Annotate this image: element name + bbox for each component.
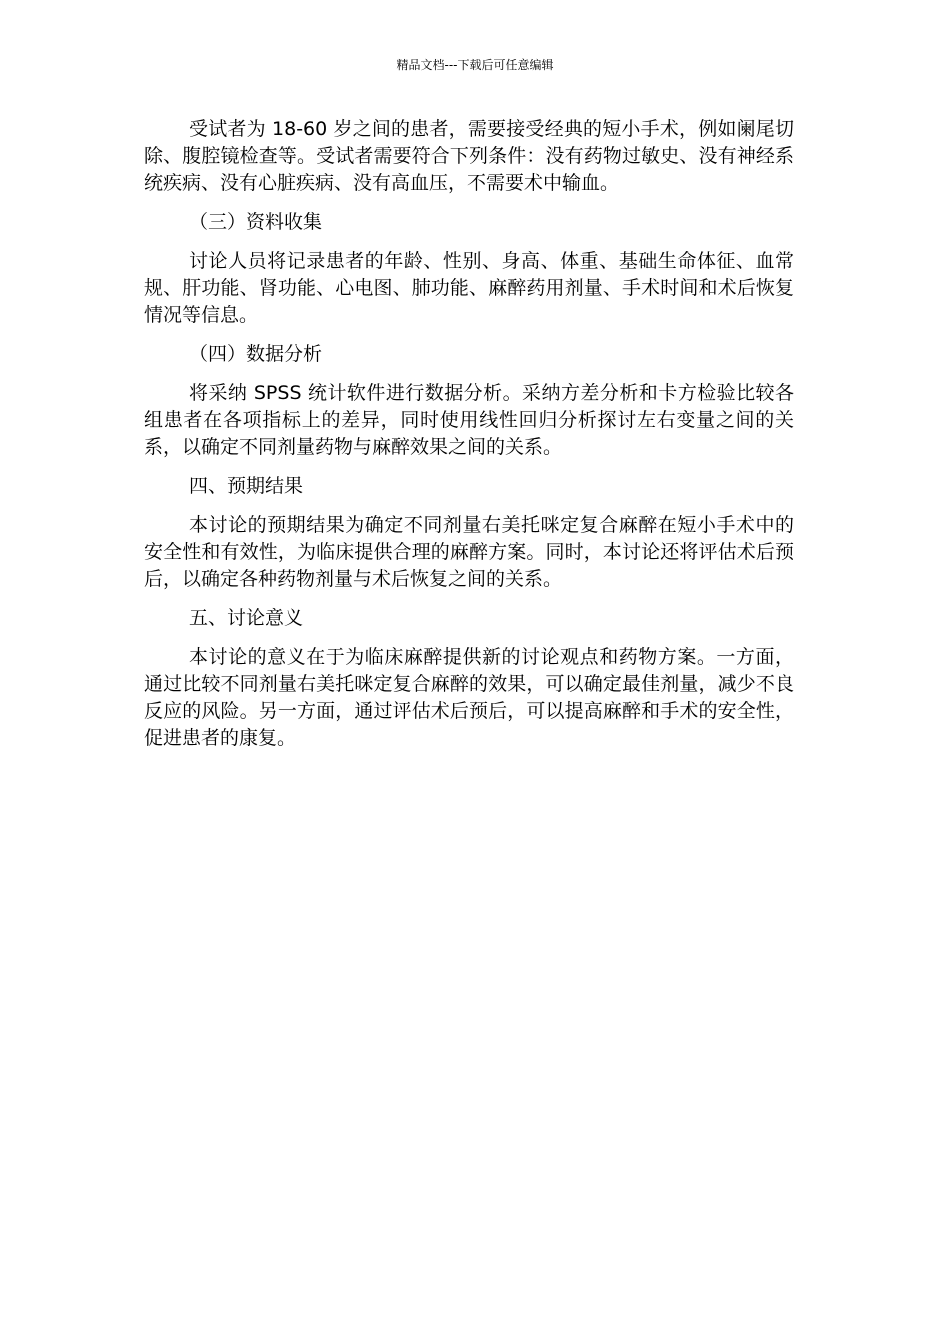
paragraph-data-analysis: 将采纳 SPSS 统计软件进行数据分析。采纳方差分析和卡方检验比较各组患者在各项指标上的差异，同时使用线性回归分析探讨左右变量之间的关系，以确定不同剂量药物与麻醉效果之间的关系。 [144, 382, 794, 458]
paragraph-significance: 本讨论的意义在于为临床麻醉提供新的讨论观点和药物方案。一方面，通过比较不同剂量右美托咪定复合麻醉的效果，可以确定最佳剂量，减少不良反应的风险。另一方面，通过评估术后预后，可以提高麻醉和手术的安全性，促进患者的康复。 [144, 646, 794, 749]
section-heading-data-collection: （三）资料收集 [189, 211, 323, 233]
section-heading-significance: 五、讨论意义 [189, 607, 304, 629]
document-body [144, 116, 794, 764]
section-heading-expected-results: 四、预期结果 [189, 475, 304, 497]
paragraph-subjects: 受试者为 18-60 岁之间的患者，需要接受经典的短小手术，例如阑尾切除、腹腔镜检查等。受试者需要符合下列条件：没有药物过敏史、没有神经系统疾病、没有心脏疾病、没有高血压，不需要术中输血。 [144, 118, 794, 194]
section-heading-data-analysis: （四）数据分析 [189, 343, 323, 365]
page-header: 精品文档---下载后可任意编辑 [396, 58, 554, 72]
paragraph-expected-results: 本讨论的预期结果为确定不同剂量右美托咪定复合麻醉在短小手术中的安全性和有效性，为临床提供合理的麻醉方案。同时，本讨论还将评估术后预后，以确定各种药物剂量与术后恢复之间的关系。 [144, 514, 794, 590]
paragraph-data-collection: 讨论人员将记录患者的年龄、性别、身高、体重、基础生命体征、血常规、肝功能、肾功能、心电图、肺功能、麻醉药用剂量、手术时间和术后恢复情况等信息。 [144, 250, 794, 326]
